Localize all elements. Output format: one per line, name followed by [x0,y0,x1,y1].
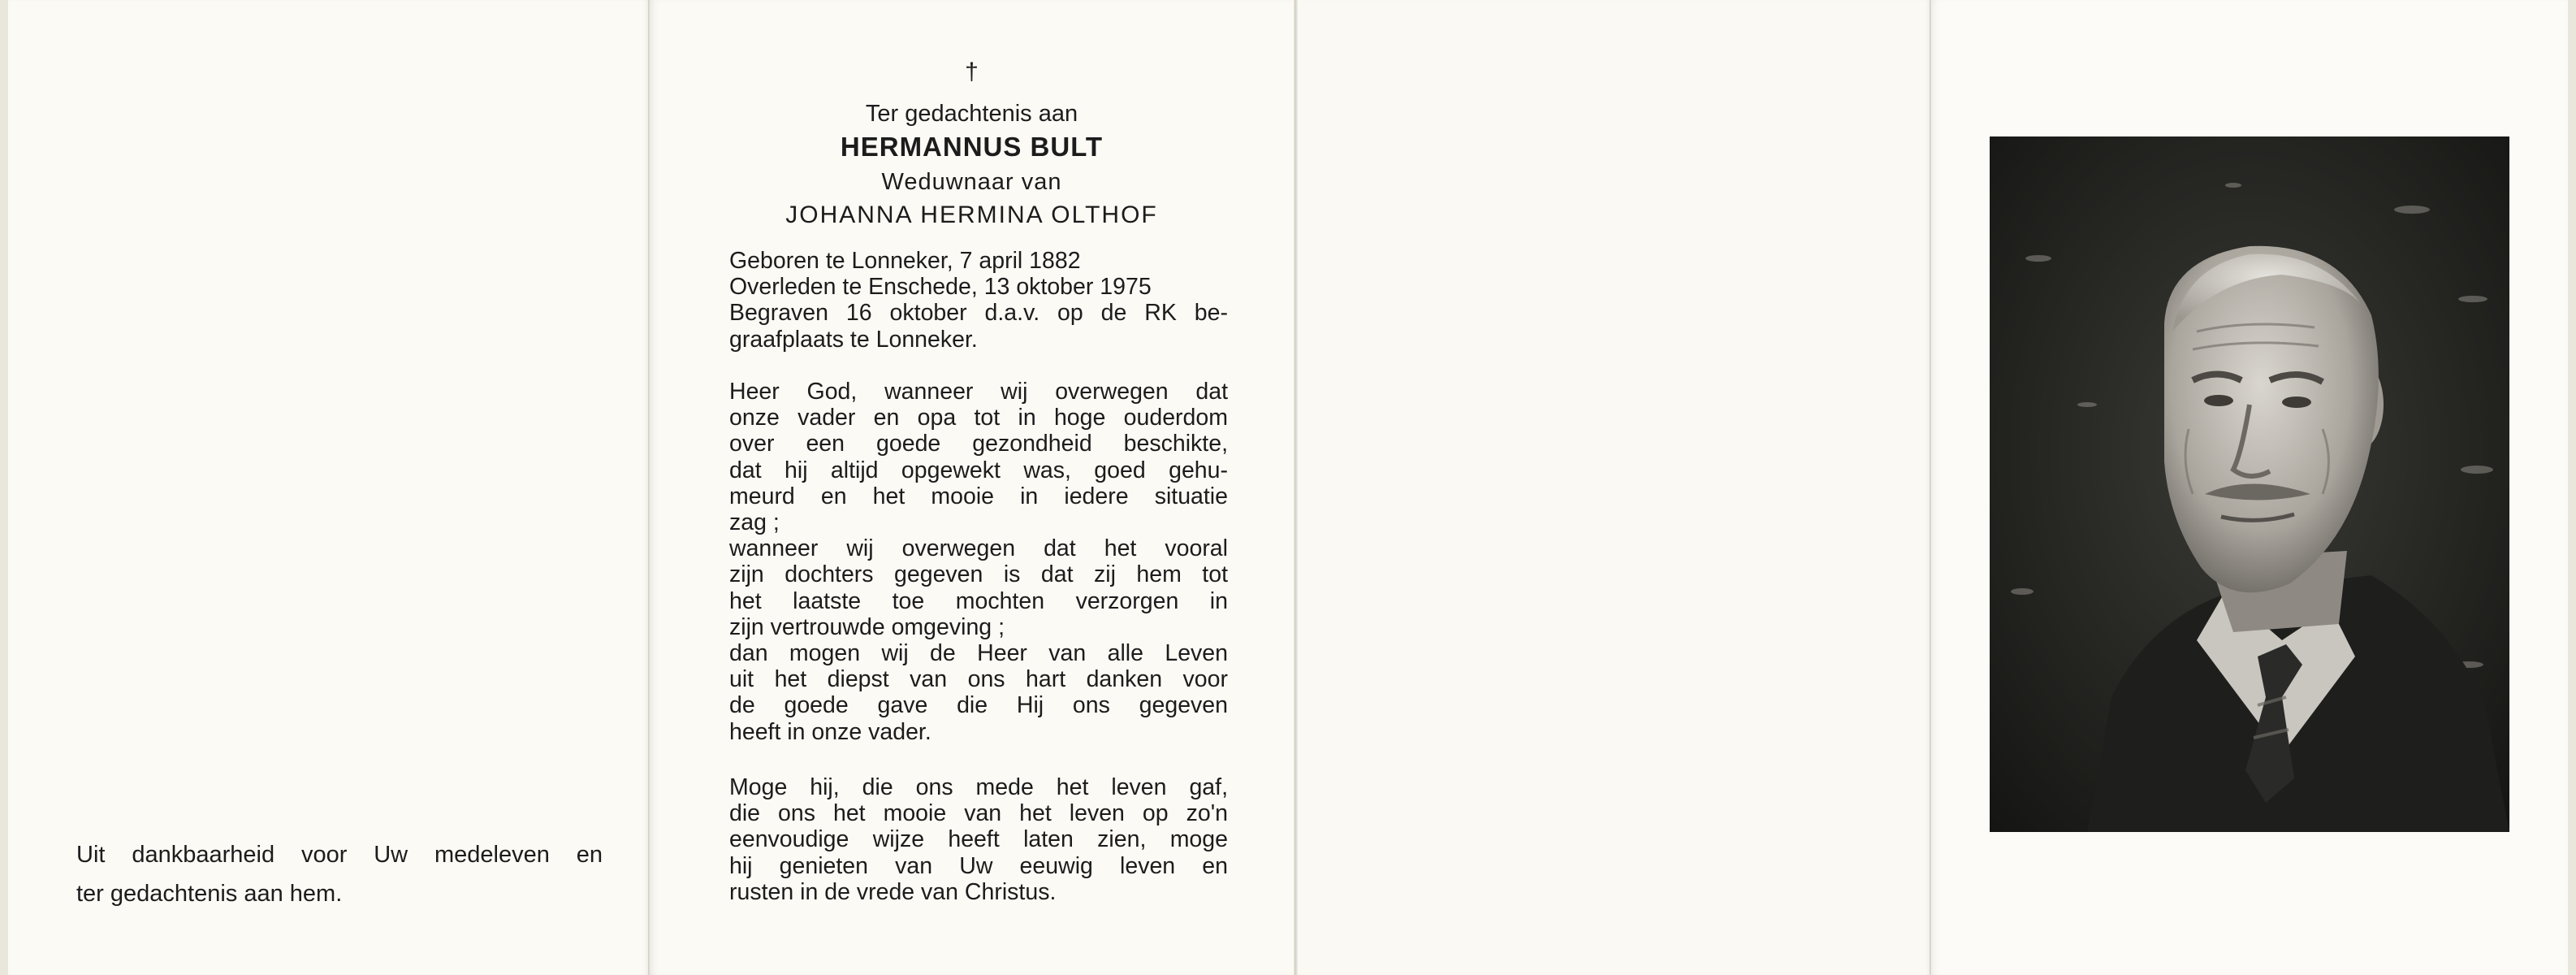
prayer-line: wanneer wij overwegen dat het vooral [729,535,1228,562]
spouse-name: JOHANNA HERMINA OLTHOF [785,202,1158,228]
cross-symbol: † [965,58,979,85]
panel-thanks [8,0,650,975]
panel-portrait [1931,0,2568,975]
prayer-line: zag ; [729,509,780,536]
prayer-line: dat hij altijd opgewekt was, goed gehu- [729,457,1228,483]
prayer-text [729,379,1228,745]
deceased-name: HERMANNUS BULT [840,132,1104,162]
closing-line: Moge hij, die ons mede het leven gaf, [729,774,1228,800]
portrait-photo [1990,136,2509,832]
prayer-line: het laatste toe mochten verzorgen in [729,587,1228,614]
closing-text [729,774,1228,905]
prayer-line: zijn dochters gegeven is dat zij hem tot [729,561,1228,588]
prayer-line: heeft in onze vader. [729,718,931,745]
thanks-line: ter gedachtenis aan hem. [76,881,343,907]
dates-line: Begraven 16 oktober d.a.v. op de RK be- [729,300,1228,327]
closing-line: hij genieten van Uw eeuwig leven en [729,852,1228,879]
panel-blank [1298,0,1931,975]
closing-line: die ons het mooie van het leven op zo'n [729,800,1228,827]
panel-memorial-text [650,0,1294,975]
prayer-line: onze vader en opa tot in hoge ouderdom [729,405,1228,431]
prayer-line: dan mogen wij de Heer van alle Leven [729,640,1228,667]
dates-line: Geboren te Lonneker, 7 april 1882 [729,248,1081,274]
dates-line: Overleden te Enschede, 13 oktober 1975 [729,274,1152,301]
prayer-line: over een goede gezondheid beschikte, [729,431,1228,457]
thanks-text [76,835,603,913]
prayer-line: Heer God, wanneer wij overwegen dat [729,379,1228,405]
in-memory-heading: Ter gedachtenis aan [865,101,1078,127]
prayer-line: uit het diepst van ons hart danken voor [729,666,1228,693]
prayer-line: de goede gave die Hij ons gegeven [729,692,1228,719]
relation-label: Weduwnaar van [881,169,1062,195]
closing-line: eenvoudige wijze heeft laten zien, moge [729,826,1228,853]
prayer-line: meurd en het mooie in iedere situatie [729,483,1228,509]
portrait-image [1990,136,2509,832]
dates-line: graafplaats te Lonneker. [729,326,978,353]
life-dates [729,248,1228,353]
closing-line: rusten in de vrede van Christus. [729,878,1057,905]
prayer-line: zijn vertrouwde omgeving ; [729,613,1005,640]
thanks-line: Uit dankbaarheid voor Uw medeleven en [76,842,603,868]
